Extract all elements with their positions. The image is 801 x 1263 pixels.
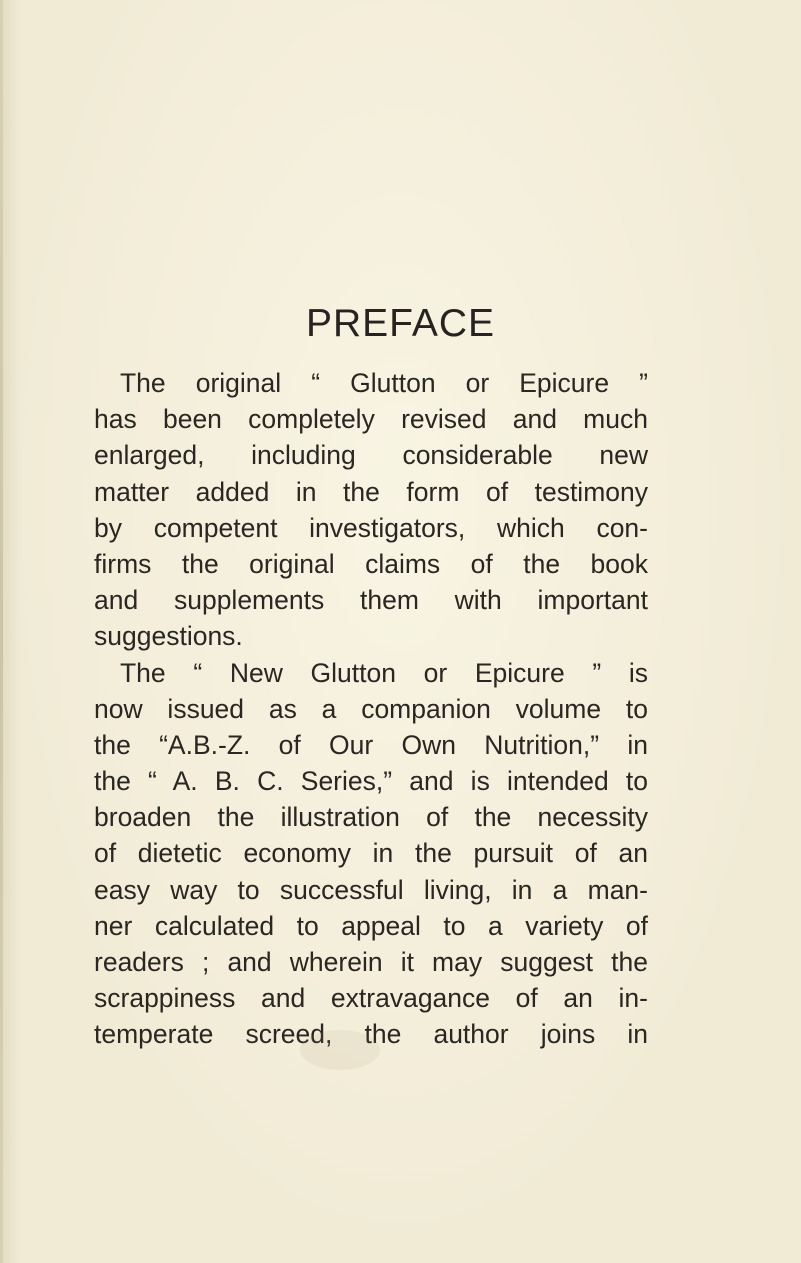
text-line: easy way to successful living, in a man- bbox=[94, 874, 648, 905]
text-line: now issued as a companion volume to bbox=[94, 693, 648, 724]
text-line: of dietetic economy in the pursuit of an bbox=[94, 838, 648, 869]
text-line: and supplements them with important bbox=[94, 585, 648, 616]
text-line: firms the original claims of the book bbox=[94, 548, 648, 579]
text-line: readers ; and wherein it may suggest the bbox=[94, 947, 648, 977]
text-line: matter added in the form of testimony bbox=[94, 476, 648, 507]
paragraph-2 bbox=[94, 655, 648, 1053]
page-title: PREFACE bbox=[305, 302, 496, 345]
text-line: The “ New Glutton or Epicure ” is bbox=[120, 657, 648, 688]
text-line: The original “ Glutton or Epicure ” bbox=[120, 368, 648, 398]
page-gutter bbox=[0, 0, 3, 1263]
text-line: enlarged, including considerable new bbox=[94, 440, 648, 471]
text-line: broaden the illustration of the necessity bbox=[94, 802, 648, 833]
preface-text bbox=[94, 365, 648, 1053]
text-line: suggestions. bbox=[94, 621, 243, 652]
paper-smudge bbox=[300, 1030, 380, 1070]
text-line: ner calculated to appeal to a variety of bbox=[94, 910, 648, 941]
text-line: the “A.B.-Z. of Our Own Nutrition,” in bbox=[94, 729, 648, 760]
text-line: scrappiness and extravagance of an in- bbox=[94, 983, 648, 1014]
text-line: temperate screed, the author joins in bbox=[94, 1019, 648, 1050]
paragraph-1 bbox=[94, 365, 648, 655]
text-line: the “ A. B. C. Series,” and is intended to bbox=[94, 766, 648, 797]
text-line: has been completely revised and much bbox=[94, 404, 648, 435]
text-line: by competent investigators, which con- bbox=[94, 512, 648, 543]
